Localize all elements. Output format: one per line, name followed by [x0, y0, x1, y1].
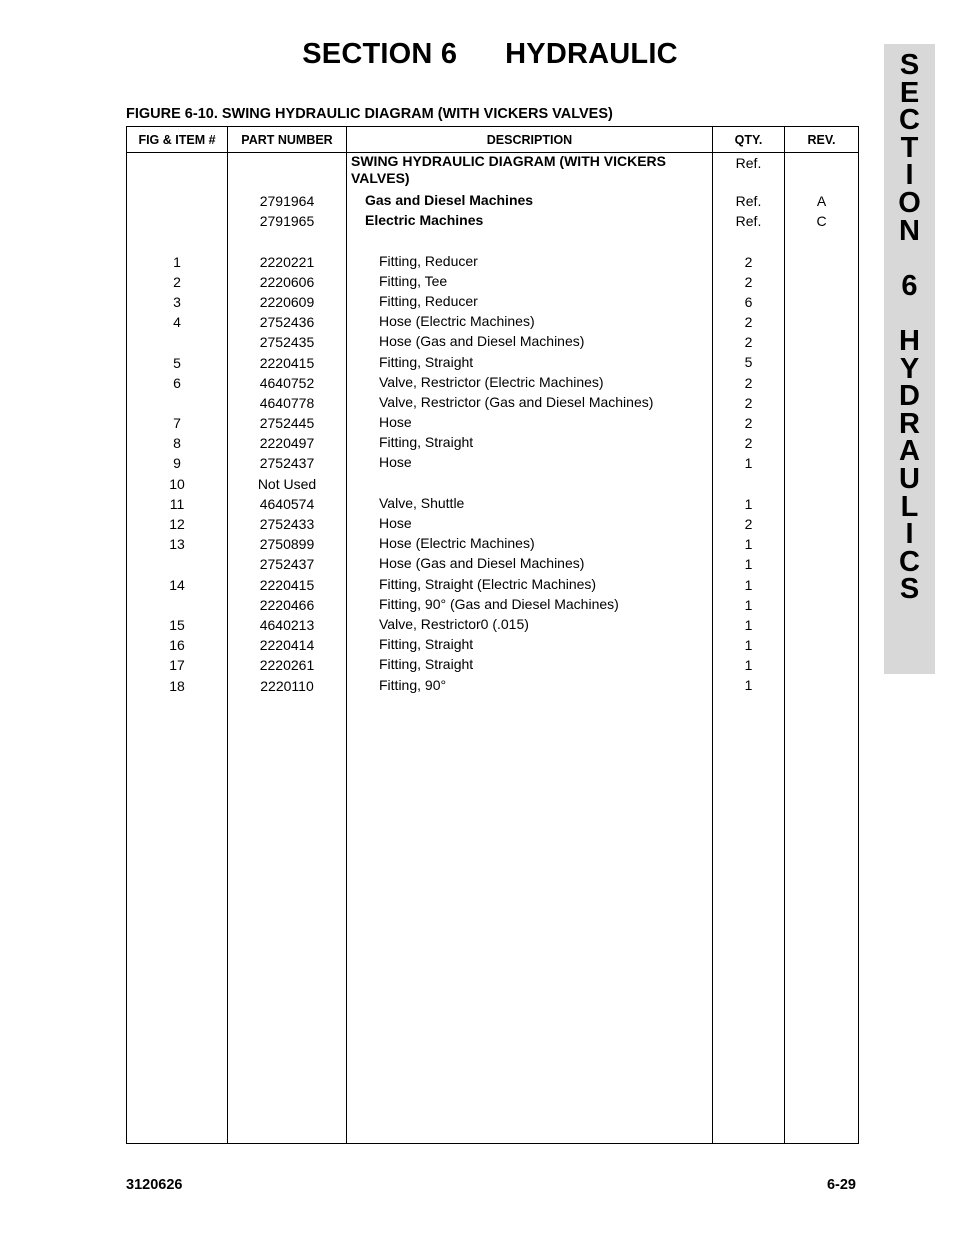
- section-number: SECTION 6: [302, 38, 458, 70]
- item-qty: 2: [744, 273, 753, 290]
- item-part-number: 2752433: [259, 516, 315, 532]
- side-tab-letter: [884, 300, 935, 328]
- section-name: HYDRAULIC: [505, 38, 678, 70]
- side-tab-letter: H: [899, 324, 920, 357]
- item-part-number: 4640778: [259, 394, 315, 411]
- item-qty: 1: [744, 677, 753, 694]
- item-qty: 2: [744, 415, 753, 432]
- item-part-number: 2220414: [259, 637, 315, 654]
- item-rev: [785, 474, 858, 494]
- table-header-row: [127, 127, 859, 153]
- item-rev: [785, 353, 858, 373]
- subassembly-rev: C: [816, 213, 827, 230]
- figure-title: FIGURE 6-10. SWING HYDRAULIC DIAGRAM (WITH VICKERS VALVES): [126, 106, 613, 122]
- item-description: Hose: [379, 515, 412, 531]
- item-rev: [785, 272, 858, 292]
- subassembly-qty: Ref.: [735, 213, 762, 230]
- item-qty: 2: [744, 515, 753, 532]
- side-tab-letter: Y: [899, 352, 920, 385]
- item-part-number: 2220221: [259, 253, 315, 270]
- item-fig-number: [127, 595, 227, 615]
- item-fig-number: 9: [173, 455, 181, 472]
- side-tab-letters: [884, 49, 935, 606]
- part-number-column: [228, 153, 347, 1144]
- column-header-qty: QTY.: [713, 127, 785, 153]
- item-description: Fitting, Straight: [379, 656, 474, 673]
- item-description: Fitting, Tee: [379, 272, 448, 289]
- item-description: Valve, Restrictor (Gas and Diesel Machines): [379, 393, 654, 410]
- item-rev: [785, 514, 858, 534]
- item-description: Fitting, Straight (Electric Machines): [379, 575, 597, 592]
- parts-table: [126, 126, 859, 1144]
- item-fig-number: 8: [173, 435, 181, 452]
- item-description: Fitting, Reducer: [379, 292, 478, 309]
- item-part-number: 2220497: [259, 435, 315, 452]
- item-fig-number: [127, 554, 227, 574]
- item-fig-number: 5: [173, 354, 181, 371]
- side-tab-letter: C: [899, 104, 920, 137]
- subassembly-rev: A: [816, 193, 827, 209]
- item-qty: 6: [744, 293, 753, 310]
- item-description: Fitting, Reducer: [379, 252, 478, 269]
- item-qty: 1: [744, 495, 753, 512]
- item-part-number: Not Used: [257, 475, 317, 492]
- item-part-number: 2220466: [259, 596, 315, 613]
- rev-column: [785, 153, 859, 1144]
- column-header-rev: REV.: [785, 127, 859, 153]
- item-qty: 2: [744, 374, 753, 391]
- item-description: Hose (Gas and Diesel Machines): [379, 333, 585, 350]
- item-description: Hose (Electric Machines): [379, 535, 535, 552]
- item-rev: [785, 393, 858, 413]
- item-qty: 2: [744, 394, 753, 411]
- subassembly-fig: [127, 191, 227, 211]
- item-rev: [785, 615, 858, 635]
- item-rev: [785, 252, 858, 272]
- item-fig-number: 1: [173, 253, 181, 270]
- item-fig-number: 16: [169, 637, 185, 654]
- side-tab-letter: L: [900, 490, 919, 523]
- item-description: Fitting, 90° (Gas and Diesel Machines): [379, 595, 619, 612]
- item-part-number: 4640752: [259, 374, 315, 391]
- item-part-number: 2220606: [259, 273, 315, 290]
- assembly-qty: Ref.: [735, 155, 762, 171]
- column-header-part: PART NUMBER: [228, 127, 347, 153]
- item-qty: 1: [744, 637, 753, 654]
- item-rev: [785, 332, 858, 352]
- item-description: Fitting, Straight: [379, 353, 474, 370]
- subassembly-qty: Ref.: [735, 192, 762, 209]
- item-rev: [785, 312, 858, 332]
- subassembly-part-number: 2791965: [259, 213, 315, 230]
- item-description: Valve, Restrictor (Electric Machines): [379, 373, 604, 390]
- item-qty: 1: [744, 455, 753, 472]
- table-body-row: [127, 153, 859, 1144]
- side-tab-letter: S: [899, 49, 920, 81]
- item-description: Fitting, Straight: [379, 434, 474, 451]
- page-number: 6-29: [826, 1177, 856, 1193]
- section-side-tab: [884, 44, 935, 674]
- item-rev: [785, 292, 858, 312]
- side-tab-letter: [884, 245, 935, 273]
- item-part-number: 4640213: [259, 616, 315, 633]
- item-rev: [785, 554, 858, 574]
- item-rev: [785, 655, 858, 675]
- qty-column: [713, 153, 785, 1144]
- page-title: [0, 38, 954, 71]
- item-fig-number: 6: [173, 374, 181, 391]
- item-fig-number: [127, 393, 227, 413]
- side-tab-letter: U: [899, 462, 920, 495]
- column-header-fig: FIG & ITEM #: [127, 127, 228, 153]
- side-tab-letter: O: [898, 186, 921, 219]
- side-tab-letter: 6: [901, 269, 918, 302]
- item-qty: 1: [744, 596, 753, 613]
- item-description: Valve, Shuttle: [379, 494, 465, 511]
- item-part-number: 2752437: [259, 455, 315, 472]
- item-part-number: 2752435: [259, 334, 315, 351]
- item-qty: 1: [744, 576, 753, 593]
- item-part-number: 2220415: [259, 576, 315, 593]
- item-qty: 1: [744, 657, 753, 674]
- side-tab-letter: C: [899, 545, 920, 578]
- item-description: Hose (Gas and Diesel Machines): [379, 555, 585, 572]
- item-rev: [785, 373, 858, 393]
- item-qty: 2: [744, 334, 753, 351]
- item-rev: [785, 575, 858, 595]
- side-tab-letter: R: [899, 407, 920, 440]
- item-fig-number: 13: [169, 536, 185, 553]
- subassembly-fig: [127, 211, 227, 231]
- item-rev: [785, 433, 858, 453]
- item-part-number: 2220609: [259, 293, 315, 310]
- item-qty: 2: [744, 435, 753, 452]
- side-tab-letter: I: [905, 518, 914, 551]
- side-tab-letter: S: [899, 573, 920, 606]
- item-part-number: 2220415: [259, 354, 315, 371]
- item-qty: 1: [744, 616, 753, 633]
- item-rev: [785, 453, 858, 473]
- side-tab-letter: N: [899, 214, 920, 247]
- item-fig-number: 3: [173, 293, 181, 310]
- item-description: Hose: [379, 414, 412, 431]
- item-description: Hose: [379, 454, 412, 471]
- item-rev: [785, 534, 858, 554]
- item-fig-number: 4: [173, 314, 181, 331]
- description-column: [347, 153, 713, 1144]
- item-rev: [785, 494, 858, 514]
- item-description: Valve, Restrictor0 (.015): [379, 615, 529, 632]
- subassembly-description: Electric Machines: [365, 212, 484, 229]
- item-part-number: 2220261: [259, 657, 315, 674]
- side-tab-letter: I: [905, 159, 914, 192]
- item-part-number: 2220110: [260, 677, 314, 694]
- column-header-description: DESCRIPTION: [347, 127, 713, 153]
- item-qty: 5: [744, 354, 753, 371]
- document-number: 3120626: [126, 1177, 183, 1193]
- side-tab-letter: T: [900, 131, 919, 164]
- item-fig-number: 15: [169, 616, 185, 633]
- item-qty: [713, 474, 784, 494]
- item-description: [347, 473, 712, 493]
- item-qty: 2: [744, 314, 753, 331]
- item-description: Hose (Electric Machines): [379, 313, 535, 330]
- item-rev: [785, 635, 858, 655]
- item-rev: [785, 676, 858, 696]
- item-fig-number: 11: [169, 495, 185, 512]
- subassembly-part-number: 2791964: [259, 193, 315, 209]
- fig-column: [127, 153, 228, 1144]
- item-qty: 1: [744, 556, 753, 573]
- side-tab-letter: D: [899, 380, 920, 413]
- item-rev: [785, 595, 858, 615]
- item-fig-number: [127, 332, 227, 352]
- item-fig-number: 2: [173, 273, 181, 290]
- item-description: Fitting, Straight: [379, 636, 474, 653]
- item-qty: 2: [744, 253, 753, 270]
- item-part-number: 4640574: [259, 495, 315, 512]
- item-rev: [785, 413, 858, 433]
- item-fig-number: 14: [169, 576, 185, 593]
- item-part-number: 2750899: [259, 536, 315, 553]
- item-fig-number: 10: [169, 475, 185, 492]
- item-qty: 1: [744, 536, 753, 553]
- item-fig-number: 7: [173, 415, 181, 432]
- item-description: Fitting, 90°: [379, 676, 447, 693]
- item-fig-number: 17: [169, 657, 185, 674]
- side-tab-letter: A: [899, 435, 920, 468]
- item-part-number: 2752437: [259, 556, 315, 573]
- item-part-number: 2752445: [259, 415, 315, 432]
- assembly-description: SWING HYDRAULIC DIAGRAM (WITH VICKERS VALVES): [351, 153, 666, 186]
- subassembly-description: Gas and Diesel Machines: [365, 192, 534, 208]
- item-part-number: 2752436: [259, 314, 315, 331]
- item-fig-number: 18: [169, 677, 185, 694]
- side-tab-letter: E: [899, 76, 920, 109]
- item-fig-number: 12: [169, 516, 185, 532]
